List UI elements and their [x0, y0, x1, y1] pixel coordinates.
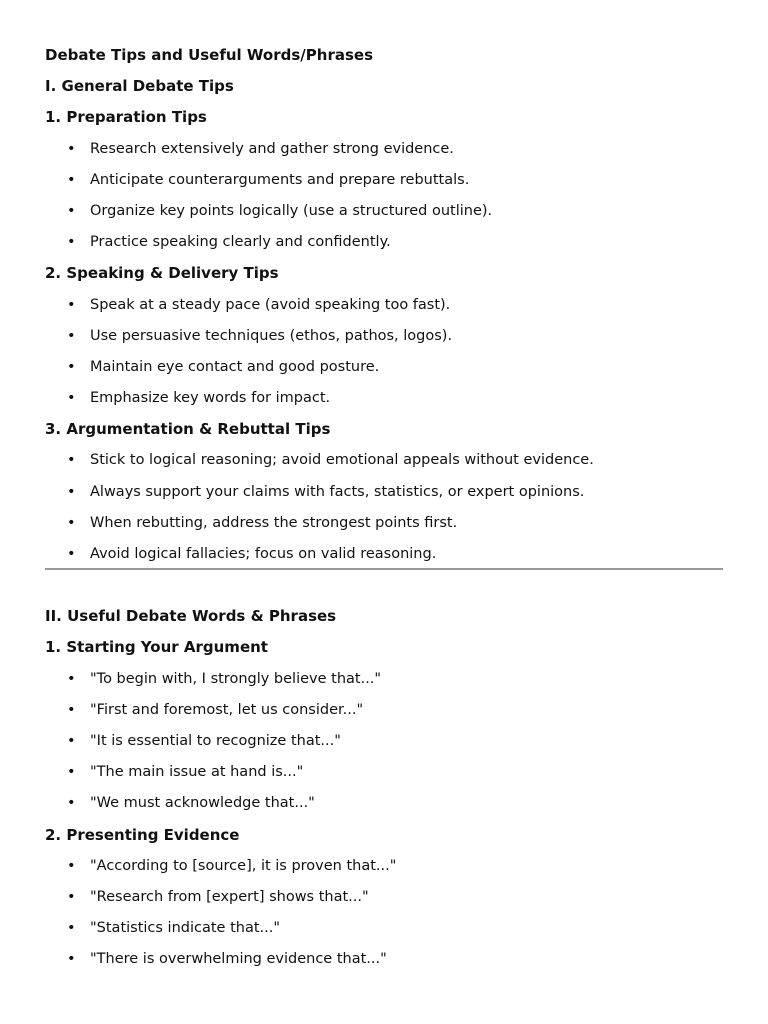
list-item-text: Maintain eye contact and good posture. — [90, 358, 380, 375]
bullet-icon: • — [67, 732, 76, 749]
bullet-icon: • — [67, 327, 76, 344]
bullet-icon: • — [67, 483, 76, 500]
bullet-icon: • — [67, 795, 76, 812]
list-item — [45, 139, 723, 170]
list-item-text: Avoid logical fallacies; focus on valid reasoning. — [90, 546, 437, 562]
list-item — [45, 450, 723, 481]
bullet-icon: • — [67, 234, 76, 251]
list-item-text: When rebutting, address the strongest points first. — [90, 514, 458, 531]
list-item-text: "We must acknowledge that..." — [90, 795, 315, 812]
list-item — [45, 201, 723, 232]
list-item-text: Emphasize key words for impact. — [90, 390, 331, 407]
list-item — [45, 513, 723, 544]
list-item-text: Use persuasive techniques (ethos, pathos, logos). — [90, 327, 453, 344]
list-item — [45, 170, 723, 201]
list-item-text: "Research from [expert] shows that..." — [90, 888, 369, 905]
bullet-icon: • — [67, 701, 76, 718]
list-item-text: "It is essential to recognize that..." — [90, 732, 341, 749]
list-item — [45, 918, 723, 949]
bullet-icon: • — [67, 171, 76, 188]
list-item — [45, 731, 723, 762]
bullet-icon: • — [67, 670, 76, 687]
part2-heading: II. Useful Debate Words & Phrases — [45, 607, 337, 626]
list-item-text: Anticipate counterarguments and prepare rebuttals. — [90, 171, 470, 188]
bullet-icon: • — [67, 296, 76, 313]
list-item — [45, 482, 723, 513]
bullet-icon: • — [67, 857, 76, 874]
bullet-icon: • — [67, 202, 76, 219]
section-gap — [45, 570, 723, 606]
bullet-icon: • — [67, 452, 76, 469]
list-item — [45, 949, 723, 980]
list-item-text: "The main issue at hand is..." — [90, 764, 304, 781]
list-item — [45, 669, 723, 700]
bullet-icon: • — [67, 888, 76, 905]
bullet-icon: • — [67, 764, 76, 781]
bullet-icon: • — [67, 390, 76, 407]
list-item-text: Practice speaking clearly and confidently. — [90, 234, 391, 251]
bullet-icon: • — [67, 546, 76, 562]
list-item — [45, 544, 723, 575]
list-item-text: Organize key points logically (use a structured outline). — [90, 202, 493, 219]
section-heading-argumentation-rebuttal-tips: 3. Argumentation & Rebuttal Tips — [45, 420, 331, 439]
bullet-icon: • — [67, 951, 76, 968]
section-heading-preparation-tips: 1. Preparation Tips — [45, 108, 207, 127]
list-item — [45, 357, 723, 388]
list-item — [45, 793, 723, 824]
list-item — [45, 232, 723, 263]
section-heading-starting-your-argument: 1. Starting Your Argument — [45, 638, 268, 657]
list-item-text: Always support your claims with facts, statistics, or expert opinions. — [90, 483, 585, 500]
list-item-text: Research extensively and gather strong evidence. — [90, 140, 454, 157]
list-item — [45, 388, 723, 419]
part1-heading: I. General Debate Tips — [45, 77, 234, 96]
section-heading-speaking-delivery-tips: 2. Speaking & Delivery Tips — [45, 264, 279, 283]
list-item — [45, 295, 723, 326]
list-item-text: Speak at a steady pace (avoid speaking too fast). — [90, 296, 451, 313]
list-item — [45, 762, 723, 793]
bullet-icon: • — [67, 514, 76, 531]
list-item-text: "Statistics indicate that..." — [90, 920, 281, 937]
list-item-text: "To begin with, I strongly believe that..." — [90, 670, 382, 687]
list-item-text: "According to [source], it is proven that..." — [90, 857, 397, 874]
section-heading-presenting-evidence: 2. Presenting Evidence — [45, 825, 240, 844]
list-item — [45, 700, 723, 731]
bullet-icon: • — [67, 358, 76, 375]
bullet-icon: • — [67, 920, 76, 937]
list-item — [45, 887, 723, 918]
list-item-text: Stick to logical reasoning; avoid emotional appeals without evidence. — [90, 452, 594, 469]
list-item-text: "There is overwhelming evidence that..." — [90, 951, 387, 968]
bullet-icon: • — [67, 140, 76, 157]
list-item-text: "First and foremost, let us consider..." — [90, 701, 364, 718]
document-title: Debate Tips and Useful Words/Phrases — [45, 46, 374, 64]
list-item — [45, 856, 723, 887]
list-item — [45, 326, 723, 357]
